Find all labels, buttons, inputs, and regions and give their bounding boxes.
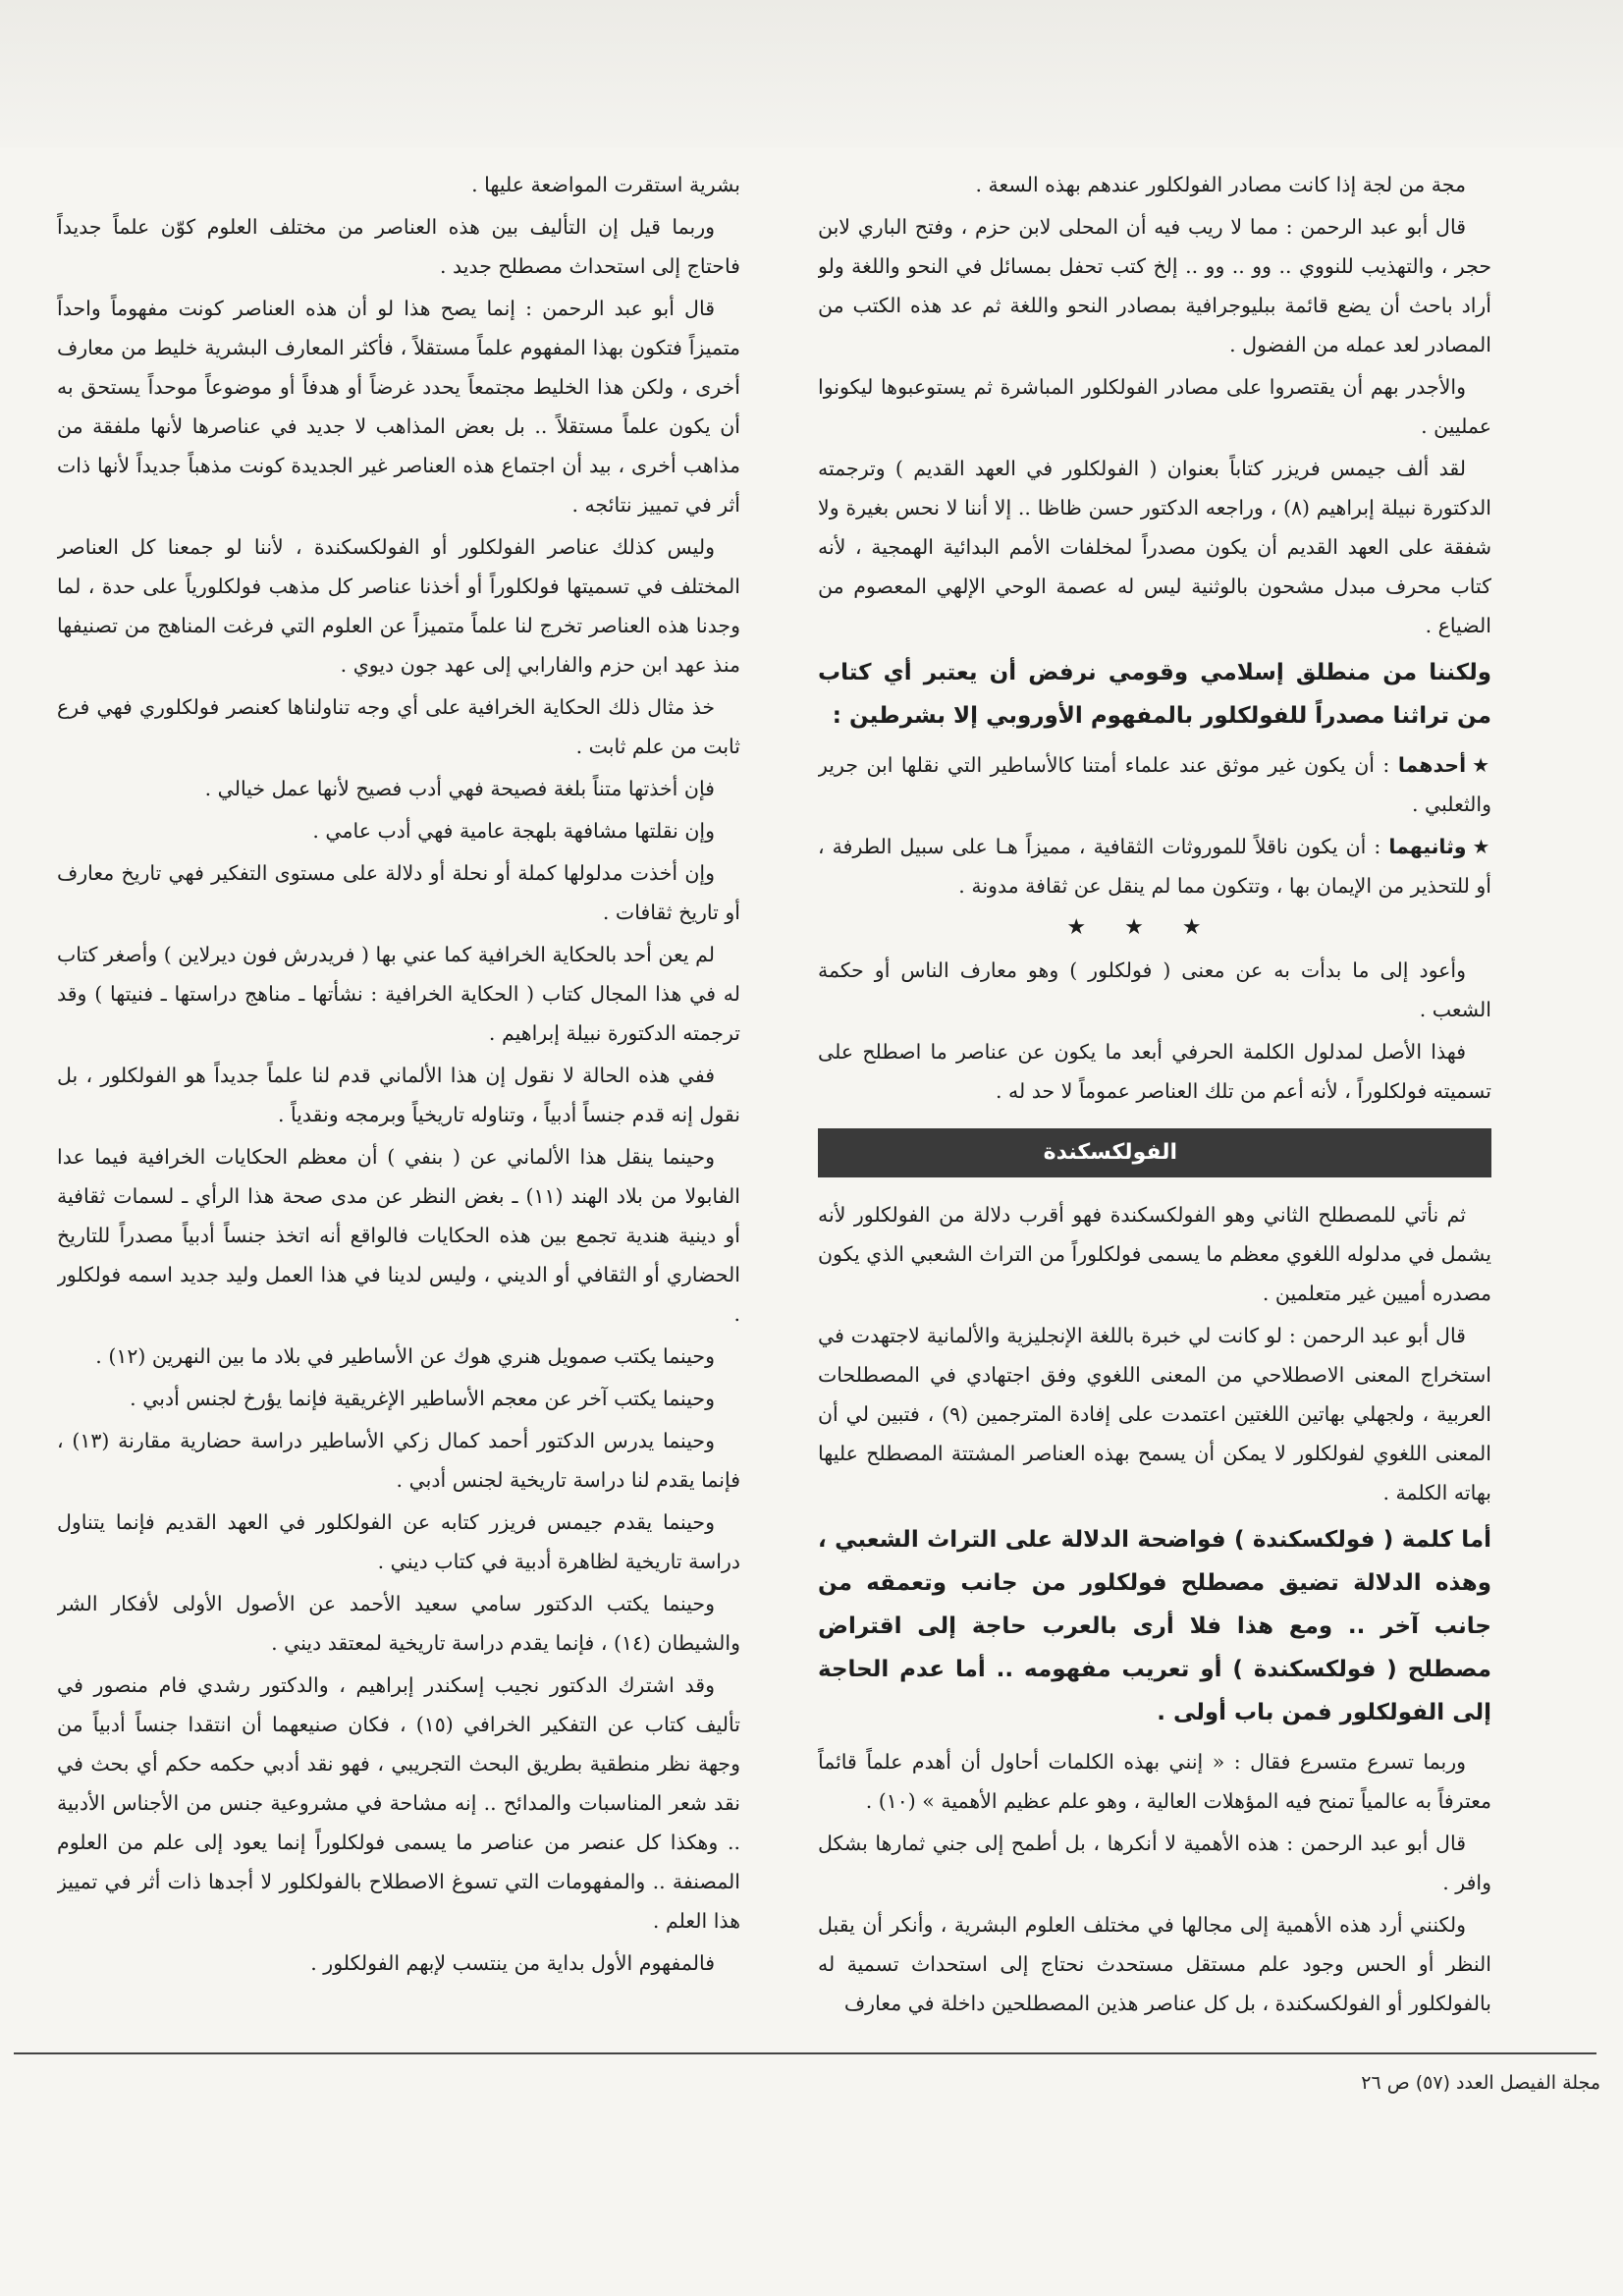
right-column <box>818 165 1491 2050</box>
paragraph: وربما قيل إن التأليف بين هذه العناصر من مختلف العلوم كوّن علماً جديداً فاحتاج إلى استحداث مصطلح جديد . <box>57 215 740 278</box>
paragraph: وحينما ينقل هذا الألماني عن ( بنفي ) أن معظم الحكايات الخرافية فيما عدا الفابولا من بلاد الهند (١١) ـ بغض النظر عن مدى صحة هذا الرأي ـ لسمات ثقافية أو دينية هندية تجمع بين هذه الحكايات فالواقع أنه اتخذ جنساً أدبياً مصدراً للتاريخ الحضاري أو الثقافي أو الديني ، وليس لدينا في هذا العمل وليد جديد اسمه فولكلور . <box>57 1145 740 1326</box>
scan-top-margin <box>0 0 1623 147</box>
paragraph: مجة من لجة إذا كانت مصادر الفولكلور عندهم بهذه السعة . <box>975 173 1466 196</box>
paragraph: فهذا الأصل لمدلول الكلمة الحرفي أبعد ما يكون عن عناصر ما اصطلح على تسميته فولكلوراً ، لأنه أعم من تلك العناصر عموماً لا حد له . <box>818 1040 1491 1103</box>
condition-item <box>818 827 1491 905</box>
paragraph: لقد ألف جيمس فريزر كتاباً بعنوان ( الفولكلور في العهد القديم ) وترجمته الدكتورة نبيلة إبراهيم (٨) ، وراجعه الدكتور حسن ظاظا .. إلا أننا لا نحس بغيرة ولا شفقة على العهد القديم أن يكون مصدراً لمخلفات الأمم البدائية الهمجية ، لأنه كتاب محرف مبدل مشحون بالوثنية ليس له عصمة الوحي الإلهي المعصوم من الضياع . <box>818 457 1491 637</box>
paragraph: لم يعن أحد بالحكاية الخرافية كما عني بها ( فريدرش فون ديرلاين ) وأصغر كتاب له في هذا المجال كتاب ( الحكاية الخرافية : نشأتها ـ مناهج دراستها ـ فنيتها ) وقد ترجمته الدكتورة نبيلة إبراهيم . <box>57 943 740 1045</box>
paragraph: قال أبو عبد الرحمن : مما لا ريب فيه أن المحلى لابن حزم ، وفتح الباري لابن حجر ، والتهذيب للنووي .. وو .. وو .. إلخ كتب تحفل بمسائل في النحو واللغة ولو أراد باحث أن يضع قائمة ببليوجرافية بمصادر النحو واللغة ثم عد هذه الكتب من المصادر لعد عمله من الفضول . <box>818 215 1491 356</box>
condition-lead: أحدهما <box>1397 753 1467 777</box>
paragraph: فإن أخذتها متناً بلغة فصيحة فهي أدب فصيح لأنها عمل خيالي . <box>204 777 715 800</box>
paragraph: ففي هذه الحالة لا نقول إن هذا الألماني قدم لنا علماً جديداً هو الفولكلور ، بل نقول إنه قدم جنساً أدبياً ، وتناوله تاريخياً وبرمجه ونقدياً . <box>57 1064 740 1126</box>
paragraph: ولكنني أرد هذه الأهمية إلى مجالها في مختلف العلوم البشرية ، وأنكر أن يقبل النظر أو الحس وجود علم مستقل مستحدث نحتاج إلى استحداث تسمية له بالفولكلور أو الفولكسكندة ، بل كل عناصر هذين المصطلحين داخلة في معارف <box>818 1913 1491 2015</box>
paragraph: وأعود إلى ما بدأت به عن معنى ( فولكلور ) وهو معارف الناس أو حكمة الشعب . <box>818 958 1491 1021</box>
star-bullet-icon: ★ <box>1472 835 1491 858</box>
paragraph: وحينما يدرس الدكتور أحمد كمال زكي الأساطير دراسة حضارية مقارنة (١٣) ، فإنما يقدم لنا دراسة تاريخية لجنس أدبي . <box>57 1429 740 1492</box>
paragraph: وحينما يكتب آخر عن معجم الأساطير الإغريقية فإنما يؤرخ لجنس أدبي . <box>130 1387 715 1410</box>
paragraph: وقد اشترك الدكتور نجيب إسكندر إبراهيم ، والدكتور رشدي فام منصور في تأليف كتاب عن التفكير الخرافي (١٥) ، فكان صنيعهما أن انتقدا جنساً أدبياً من وجهة نظر منطقية بطريق البحث التجريبي ، فهو نقد أدبي حكمه حكم أي بحث في نقد شعر المناسبات والمدائح .. إنه مشاحة في مشروعية جنس من الأجناس الأدبية .. وهكذا كل عنصر من عناصر ما يسمى فولكلوراً إنما يعود إلى علم من العلوم المصنفة .. والمفهومات التي تسوغ الاصطلاح بالفولكلور لا أجدها ذات أثر في تمييز هذا العلم . <box>57 1673 740 1933</box>
paragraph: فالمفهوم الأول بداية من ينتسب لإبهم الفولكلور . <box>310 1951 715 1975</box>
footer-divider <box>14 2052 1596 2054</box>
paragraph: قال أبو عبد الرحمن : لو كانت لي خبرة باللغة الإنجليزية والألمانية لاجتهدت في استخراج المعنى الاصطلاحي من المعنى اللغوي وفق اجتهادي في المصطلحات العربية ، ولجهلي بهاتين اللغتين اعتمدت على إفادة المترجمين (٩) ، فتبين لي أن المعنى اللغوي لفولكلور لا يمكن أن يسمح بهذه العناصر المشتتة المصطلح عليها بهاته الكلمة . <box>818 1324 1491 1504</box>
paragraph: وحينما يكتب الدكتور سامي سعيد الأحمد عن الأصول الأولى لأفكار الشر والشيطان (١٤) ، فإنما يقدم دراسة تاريخية لمعتقد ديني . <box>57 1592 740 1655</box>
paragraph: قال أبو عبد الرحمن : إنما يصح هذا لو أن هذه العناصر كونت مفهوماً واحداً متميزاً فتكون بهذا المفهوم علماً مستقلاً ، فأكثر المعارف البشرية خليط من معارف أخرى ، ولكن هذا الخليط مجتمعاً يحدد غرضاً أو هدفاً أو موضوعاً موحداً يستحق به أن يكون علماً مستقلاً .. بل بعض المذاهب لا جديد في عناصرها لأنها ملفقة من مذاهب أخرى ، بيد أن اجتماع هذه العناصر غير الجديدة كونت مذهباً جديداً لأنها ذات أثر في تمييز نتائجه . <box>57 297 740 517</box>
section-heading: الفولكسكندة <box>818 1128 1491 1177</box>
emphasis-paragraph: ولكننا من منطلق إسلامي وقومي نرفض أن يعتبر أي كتاب من تراثنا مصدراً للفولكلور بالمفهوم الأوروبي إلا بشرطين : <box>818 660 1491 729</box>
paragraph: بشرية استقرت المواضعة عليها . <box>471 173 740 196</box>
section-divider-stars: ★ ★ ★ <box>1066 915 1217 940</box>
page-footer: مجلة الفيصل العدد (٥٧) ص ٢٦ <box>1361 2072 1600 2094</box>
condition-item <box>818 745 1491 824</box>
condition-lead: وثانيهما <box>1388 835 1467 858</box>
star-bullet-icon: ★ <box>1472 753 1491 777</box>
paragraph: خذ مثال ذلك الحكاية الخرافية على أي وجه تناولناها كعنصر فولكلوري فهي فرع ثابت من علم ثابت . <box>57 695 740 758</box>
paragraph: وحينما يقدم جيمس فريزر كتابه عن الفولكلور في العهد القديم فإنما يتناول دراسة تاريخية لظاهرة أدبية في كتاب ديني . <box>57 1510 740 1573</box>
paragraph: ثم نأتي للمصطلح الثاني وهو الفولكسكندة فهو أقرب دلالة من الفولكلور لأنه يشمل في مدلوله اللغوي معظم ما يسمى فولكلوراً من التراث الشعبي الذي يكون مصدره أميين غير متعلمين . <box>818 1203 1491 1305</box>
paragraph: وإن نقلتها مشافهة بلهجة عامية فهي أدب عامي . <box>312 819 715 843</box>
left-column <box>57 165 740 2050</box>
paragraph: وإن أخذت مدلولها كملة أو نحلة أو دلالة على مستوى التفكير فهي تاريخ معارف أو تاريخ ثقافات . <box>57 861 740 924</box>
emphasis-paragraph: أما كلمة ( فولكسكندة ) فواضحة الدلالة على التراث الشعبي ، وهذه الدلالة تضيق مصطلح فولكلور من جانب وتعمقه من جانب آخر .. ومع هذا فلا أرى بالعرب حاجة إلى اقتراض مصطلح ( فولكسكندة ) أو تعريب مفهومه .. أما عدم الحاجة إلى الفولكلور فمن باب أولى . <box>818 1527 1491 1725</box>
condition-text: : أن يكون ناقلاً للموروثات الثقافية ، مميزاً هـا على سبيل الطرفة ، أو للتحذير من الإيمان بها ، وتتكون مما لم ينقل عن ثقافة مدونة . <box>818 835 1491 898</box>
paragraph: وحينما يكتب صمويل هنري هوك عن الأساطير في بلاد ما بين النهرين (١٢) . <box>95 1344 715 1368</box>
paragraph: وربما تسرع متسرع فقال : « إنني بهذه الكلمات أحاول أن أهدم علماً قائماً معترفاً به عالمياً تمنح فيه المؤهلات العالية ، وهو علم عظيم الأهمية » (١٠) . <box>818 1750 1491 1813</box>
paragraph: قال أبو عبد الرحمن : هذه الأهمية لا أنكرها ، بل أطمح إلى جني ثمارها بشكل وافر . <box>818 1831 1491 1894</box>
paragraph: والأجدر بهم أن يقتصروا على مصادر الفولكلور المباشرة ثم يستوعبوها ليكونوا عمليين . <box>818 375 1491 438</box>
condition-text: : أن يكون غير موثق عند علماء أمتنا كالأساطير التي نقلها ابن جرير والثعلبي . <box>818 753 1491 816</box>
paragraph: وليس كذلك عناصر الفولكلور أو الفولكسكندة ، لأننا لو جمعنا كل العناصر المختلف في تسميتها فولكلوراً أو أخذنا عناصر كل مذهب فولكلورياً على حدة ، لما وجدنا هذه العناصر تخرج لنا علماً متميزاً عن العلوم التي فرغت المناهج من تصنيفها منذ عهد ابن حزم والفارابي إلى عهد جون ديوي . <box>57 535 740 677</box>
